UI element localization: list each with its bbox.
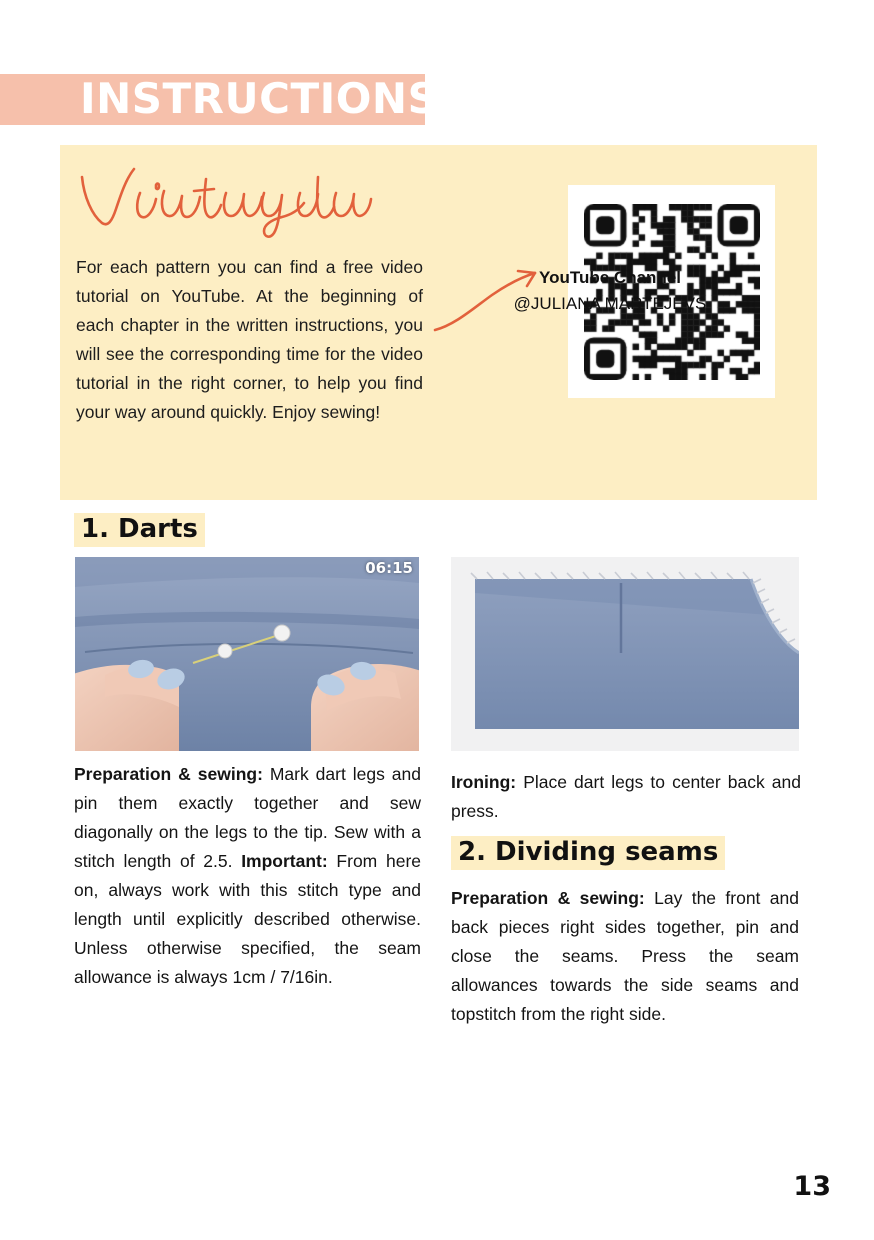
page-title: INSTRUCTIONS: [80, 74, 439, 123]
ironing-text: Place dart legs to center back and press.: [451, 772, 801, 821]
section-heading-dividing-seams: 2. Dividing seams: [451, 836, 725, 870]
qr-caption-handle: @JULIANA MARTEJEVS: [513, 294, 707, 313]
darts-prep-label: Preparation & sewing:: [74, 764, 263, 784]
darts-instruction-paragraph: [74, 760, 421, 992]
page-number: 13: [793, 1171, 831, 1202]
darts-important-text: From here on, always work with this stitch type and length until explicitly described otherwise. Unless otherwise specified, the seam allowance is always 1cm / 7/16in.: [74, 851, 422, 987]
qr-caption-channel: YouTube Channel: [539, 268, 681, 287]
dividing-seams-paragraph: [451, 884, 799, 1029]
video-tutorial-script-heading: [74, 163, 374, 243]
ironing-label: Ironing:: [451, 772, 517, 792]
section-heading-darts: 1. Darts: [74, 513, 205, 547]
qr-caption: [450, 265, 770, 317]
video-timestamp: 06:15: [365, 559, 413, 577]
darts-prep-text: Mark dart legs and pin them exactly together and sew diagonally on the legs to the tip. Sew with a stitch length of 2.5.: [74, 764, 421, 871]
dividing-seams-prep-label: Preparation & sewing:: [451, 888, 645, 908]
dividing-seams-prep-text: Lay the front and back pieces right sides together, pin and close the seams. Press the seam allowances towards the side seams and topstitch from the right side.: [451, 888, 799, 1024]
photo-ironed-dart: [451, 557, 799, 751]
video-tutorial-panel: [60, 145, 817, 500]
ironing-paragraph: [451, 768, 801, 826]
video-tutorial-body: For each pattern you can find a free video tutorial on YouTube. At the beginning of each chapter in the written instructions, you will see the corresponding time for the video tutorial in the right corner, to help you find your way around quickly. Enjoy sewing!: [76, 257, 423, 422]
photo-dart-pinning: [75, 557, 419, 751]
darts-important-label: Important:: [241, 851, 328, 871]
